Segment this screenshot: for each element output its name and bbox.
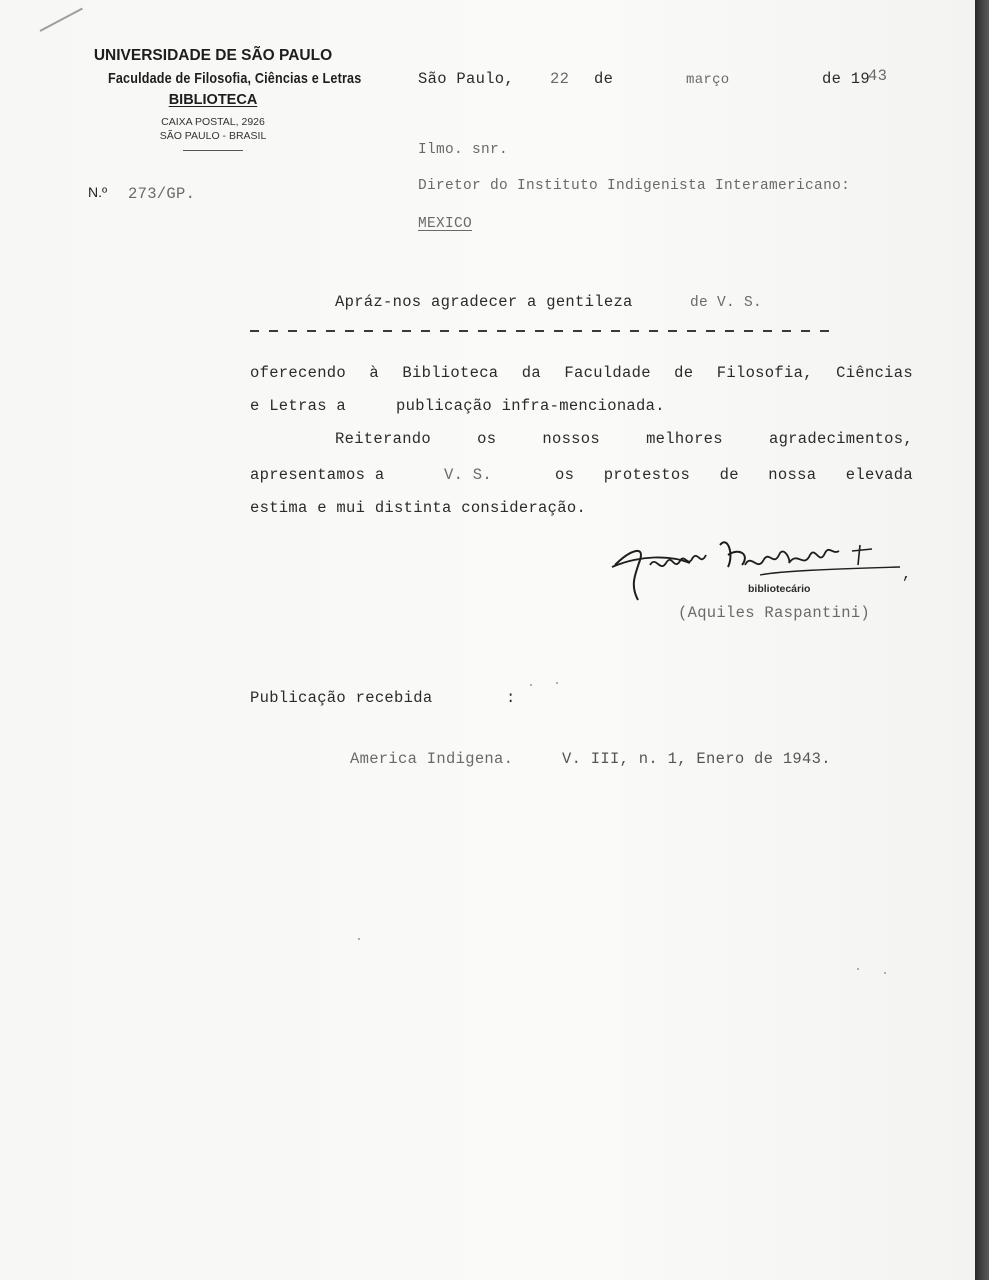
signatory-name: (Aquiles Raspantini) bbox=[678, 604, 871, 622]
body-opening: Apráz-nos agradecer a gentileza bbox=[335, 293, 633, 311]
paper-speck bbox=[556, 682, 558, 684]
date-day: 22 bbox=[550, 70, 570, 88]
dashed-rule bbox=[250, 330, 830, 332]
publication-colon: : bbox=[506, 689, 516, 707]
reference-label: N.º bbox=[88, 184, 108, 200]
addressee-place: MEXICO bbox=[418, 216, 473, 232]
body-line-1: oferecendo à Biblioteca da Faculdade de Filosofia, Ciências bbox=[250, 364, 913, 382]
body-line-4b: os protestos de nossa elevada bbox=[555, 466, 913, 484]
salutation: Ilmo. snr. bbox=[418, 142, 509, 158]
letterhead-rule bbox=[183, 150, 243, 151]
body-line-4a: apresentamos a bbox=[250, 466, 385, 484]
city-country: SÃO PAULO - BRASIL bbox=[159, 130, 267, 142]
date-city: São Paulo, bbox=[418, 70, 515, 88]
publication-label: Publicação recebida bbox=[250, 689, 433, 707]
body-opening-vs: de V. S. bbox=[690, 295, 763, 311]
date-year-prefix: de 19 bbox=[822, 70, 871, 88]
date-de: de bbox=[594, 70, 614, 88]
library-name: BIBLIOTECA bbox=[168, 92, 258, 108]
date-month: março bbox=[686, 72, 730, 88]
reference-number: 273/GP. bbox=[128, 185, 196, 203]
addressee-title: Diretor do Instituto Indigenista Interamericano: bbox=[418, 178, 851, 194]
paper-speck bbox=[530, 684, 532, 686]
signature-role: bibliotecário bbox=[748, 583, 811, 595]
date-year-suffix: 43 bbox=[868, 67, 888, 85]
body-line-2b: publicação infra-mencionada. bbox=[396, 397, 665, 415]
paper-speck bbox=[884, 972, 886, 974]
body-line-3: Reiterando os nossos melhores agradecimentos, bbox=[335, 430, 913, 448]
faculty-name: Faculdade de Filosofia, Ciências e Letras bbox=[108, 70, 362, 87]
body-line-2a: e Letras a bbox=[250, 397, 347, 415]
paper-speck bbox=[358, 938, 360, 940]
postal-box: CAIXA POSTAL, 2926 bbox=[161, 116, 265, 128]
pen-mark bbox=[40, 8, 83, 32]
body-line-5: estima e mui distinta consideração. bbox=[250, 499, 587, 517]
scan-edge bbox=[975, 0, 989, 1280]
publication-title: America Indigena. bbox=[350, 750, 514, 768]
paper-speck bbox=[857, 968, 859, 970]
signature-comma: , bbox=[902, 565, 912, 583]
university-name: UNIVERSIDADE DE SÃO PAULO bbox=[93, 47, 333, 64]
publication-details: V. III, n. 1, Enero de 1943. bbox=[562, 750, 831, 768]
body-line-4-vs: V. S. bbox=[444, 466, 493, 484]
